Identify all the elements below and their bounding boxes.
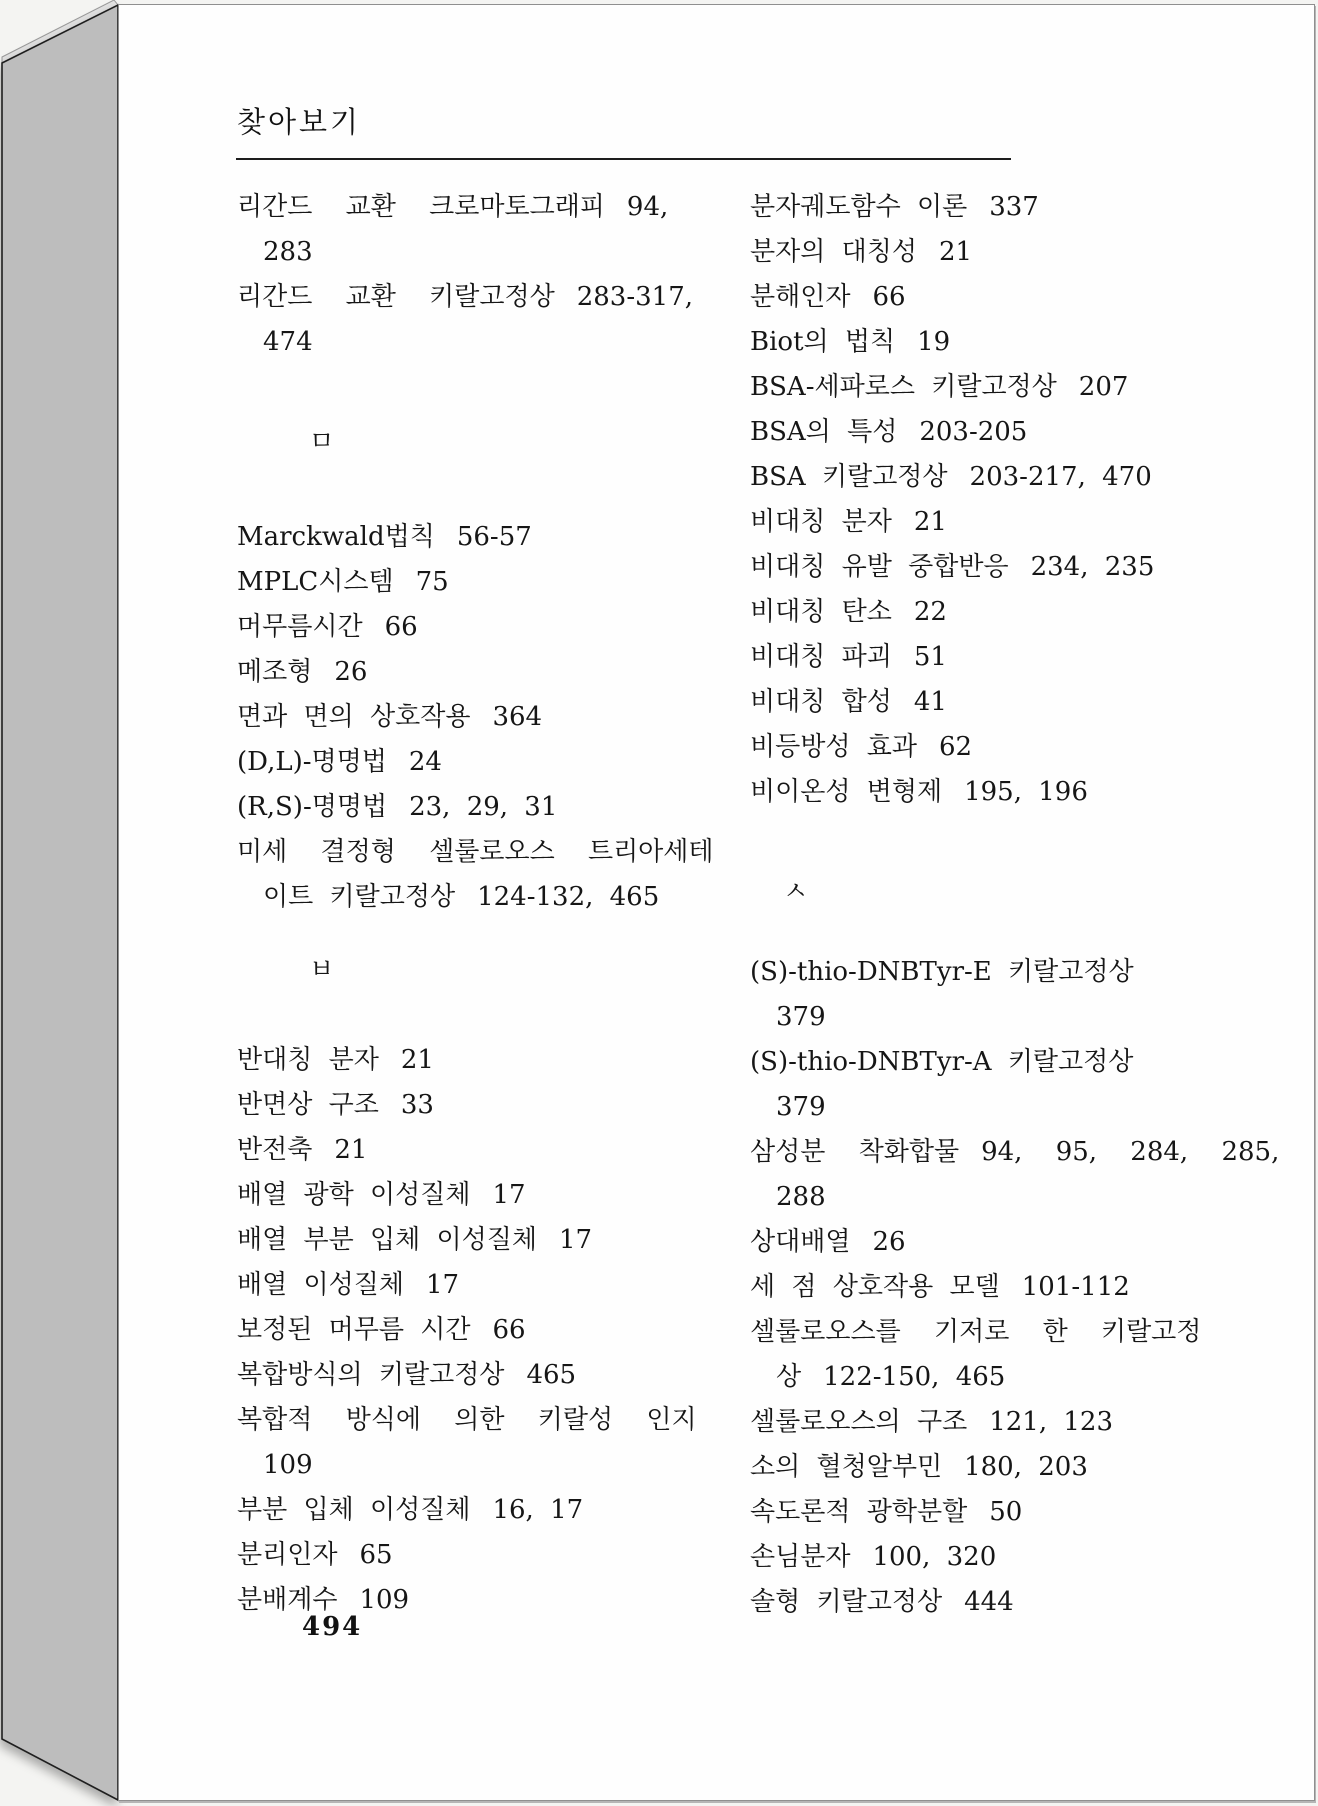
entry-page-numbers: 66 [872,282,906,312]
entry-text: 분리인자 [237,1540,338,1570]
entry-text: 분해인자 [750,282,851,312]
index-entry [750,1400,1295,1445]
entry-page-numbers: 17 [558,1225,593,1255]
index-entry [237,830,727,875]
section-heading [237,948,727,993]
page-number: 494 [302,1612,363,1642]
index-column-right [750,185,1295,1625]
entry-text: 반전축 [237,1135,313,1165]
entry-text: 비대칭 합성 [750,687,892,717]
index-entry [750,1040,1295,1085]
entry-text: 비대칭 탄소 [750,597,892,627]
index-entry [750,590,1295,635]
entry-page-numbers: 17 [492,1180,526,1210]
entry-page-numbers: 50 [989,1497,1023,1527]
entry-text: 리간드 교환 키랄고정상 [237,282,555,312]
index-entry [750,1580,1295,1625]
entry-page-numbers: 26 [334,657,368,687]
entry-continuation-line [237,230,727,275]
entry-text: 109 [263,1450,313,1480]
entry-text: 분자의 대칭성 [750,237,917,267]
entry-continuation-line [750,1175,1295,1220]
entry-text: MPLC시스템 [237,567,394,597]
entry-text: 비등방성 효과 [750,732,917,762]
index-entry [237,1038,727,1083]
entry-page-numbers: 65 [359,1540,393,1570]
entry-text: BSA 키랄고정상 [750,462,948,492]
index-entry [750,500,1295,545]
entry-text: 부분 입체 이성질체 [237,1495,471,1525]
index-entry [237,1173,727,1218]
spacer [750,815,1295,870]
entry-text: ㅂ [309,955,335,985]
index-entry [750,545,1295,590]
index-entry [750,950,1295,995]
index-entry [750,410,1295,455]
entry-text: 면과 면의 상호작용 [237,702,471,732]
entry-page-numbers: 16, 17 [492,1495,584,1525]
entry-text: 474 [263,327,313,357]
entry-page-numbers: 180, 203 [964,1452,1088,1482]
entry-text: 손님분자 [750,1542,851,1572]
index-entry [237,1488,727,1533]
index-entry [237,185,727,230]
index-entry [237,650,727,695]
index-entry [237,740,727,785]
entry-text: 미세 결정형 셀룰로오스 트리아세테 [237,837,714,867]
entry-text: ㅁ [309,427,335,457]
entry-page-numbers: 94, [626,192,669,222]
index-entry [750,455,1295,500]
entry-text: BSA의 특성 [750,417,898,447]
entry-page-numbers: 22 [913,597,947,627]
entry-page-numbers: 121, 123 [989,1407,1113,1437]
entry-page-numbers: 465 [526,1360,577,1390]
index-entry [750,185,1295,230]
entry-text: 비대칭 분자 [750,507,892,537]
entry-text: 복합적 방식에 의한 키랄성 인지 [237,1405,697,1435]
entry-text: 비대칭 파괴 [750,642,892,672]
entry-text: 379 [776,1092,826,1122]
entry-text: 셀룰로오스를 기저로 한 키랄고정 [750,1317,1202,1347]
index-entry [237,1083,727,1128]
entry-text: 배열 이성질체 [237,1270,404,1300]
entry-page-numbers: 364 [492,702,543,732]
entry-page-numbers: 337 [989,192,1039,222]
entry-text: 셀룰로오스의 구조 [750,1407,968,1437]
entry-page-numbers: 21 [334,1135,368,1165]
entry-continuation-line [750,1355,1295,1400]
entry-text: 솔형 키랄고정상 [750,1587,943,1617]
index-entry [237,1218,727,1263]
index-entry [750,1220,1295,1265]
entry-page-numbers: 21 [938,237,973,267]
entry-text: 세 점 상호작용 모델 [750,1272,1000,1302]
header-rule [236,158,1011,160]
entry-text: 복합방식의 키랄고정상 [237,1360,505,1390]
entry-page-numbers: 56-57 [456,522,532,552]
entry-text: 상 [776,1362,802,1392]
entry-page-numbers: 203-217, 470 [969,462,1152,492]
entry-page-numbers: 283-317, [576,282,694,312]
spine-face [2,5,118,1800]
entry-page-numbers: 23, 29, 31 [409,792,558,822]
entry-page-numbers: 234, 235 [1030,552,1155,582]
index-entry [750,635,1295,680]
index-entry [237,1533,727,1578]
entry-page-numbers: 124-132, 465 [477,882,660,912]
entry-continuation-line [750,995,1295,1040]
entry-page-numbers: 444 [964,1587,1014,1617]
entry-page-numbers: 21 [400,1045,434,1075]
index-entry [750,770,1295,815]
section-heading [750,870,1295,915]
entry-text: 리간드 교환 크로마토그래피 [237,192,605,222]
index-entry [237,1128,727,1173]
entry-page-numbers: 17 [425,1270,460,1300]
entry-page-numbers: 21 [913,507,947,537]
entry-text: 반면상 구조 [237,1090,379,1120]
entry-page-numbers: 41 [913,687,947,717]
section-heading [237,420,727,465]
entry-text: 메조형 [237,657,313,687]
entry-page-numbers: 94, 95, 284, 285, [981,1137,1280,1167]
entry-page-numbers: 195, 196 [964,777,1088,807]
index-entry [237,1308,727,1353]
entry-page-numbers: 101-112 [1021,1272,1130,1302]
entry-text: 이트 키랄고정상 [263,882,456,912]
page-title: 찾아보기 [237,105,362,139]
entry-page-numbers: 51 [913,642,947,672]
entry-text: Biot의 법칙 [750,327,896,357]
index-entry [237,515,727,560]
index-entry [750,680,1295,725]
index-entry [750,1265,1295,1310]
entry-text: (S)-thio-DNBTyr-E 키랄고정상 [750,957,1134,987]
entry-text: 속도론적 광학분할 [750,1497,968,1527]
entry-page-numbers: 109 [359,1585,410,1615]
entry-page-numbers: 26 [872,1227,906,1257]
index-entry [237,560,727,605]
index-entry [750,1310,1295,1355]
entry-page-numbers: 33 [400,1090,434,1120]
spacer [237,365,727,420]
entry-page-numbers: 19 [917,327,951,357]
index-entry [237,785,727,830]
entry-text: ㅅ [783,877,809,907]
entry-text: 분자궤도함수 이론 [750,192,968,222]
entry-page-numbers: 75 [415,567,449,597]
index-entry [237,1353,727,1398]
entry-text: 비이온성 변형제 [750,777,943,807]
entry-text: 288 [776,1182,826,1212]
entry-text: 비대칭 유발 중합반응 [750,552,1009,582]
entry-page-numbers: 24 [408,747,442,777]
index-entry [237,1263,727,1308]
entry-page-numbers: 62 [938,732,973,762]
entry-text: Marckwald법칙 [237,522,435,552]
index-entry [750,275,1295,320]
entry-continuation-line [237,1443,727,1488]
index-entry [237,275,727,320]
index-entry [237,1398,727,1443]
entry-text: (D,L)-명명법 [237,747,387,777]
entry-text: 반대칭 분자 [237,1045,379,1075]
entry-text: 283 [263,237,313,267]
index-entry [237,695,727,740]
entry-text: 379 [776,1002,826,1032]
spacer [750,915,1295,950]
entry-text: (S)-thio-DNBTyr-A 키랄고정상 [750,1047,1134,1077]
entry-text: 보정된 머무름 시간 [237,1315,471,1345]
index-entry [750,320,1295,365]
spacer [237,920,727,948]
entry-text: 소의 혈청알부민 [750,1452,943,1482]
index-entry [750,1445,1295,1490]
spacer [237,465,727,515]
entry-page-numbers: 66 [492,1315,526,1345]
entry-text: 머무름시간 [237,612,363,642]
entry-continuation-line [237,875,727,920]
entry-text: 상대배열 [750,1227,851,1257]
index-entry [750,365,1295,410]
entry-page-numbers: 122-150, 465 [823,1362,1006,1392]
index-column-left [237,185,727,1623]
index-entry [750,1535,1295,1580]
entry-text: 배열 부분 입체 이성질체 [237,1225,537,1255]
entry-page-numbers: 203-205 [919,417,1028,447]
entry-continuation-line [237,320,727,365]
entry-page-numbers: 100, 320 [872,1542,997,1572]
index-entry [750,1490,1295,1535]
entry-text: BSA-세파로스 키랄고정상 [750,372,1057,402]
index-entry [750,230,1295,275]
spacer [237,993,727,1038]
entry-text: 배열 광학 이성질체 [237,1180,471,1210]
index-entry [750,1130,1295,1175]
entry-text: 분배계수 [237,1585,338,1615]
entry-text: 삼성분 착화합물 [750,1137,960,1167]
entry-continuation-line [750,1085,1295,1130]
entry-text: (R,S)-명명법 [237,792,388,822]
index-entry [750,725,1295,770]
entry-page-numbers: 207 [1078,372,1129,402]
entry-page-numbers: 66 [384,612,418,642]
index-entry [237,605,727,650]
